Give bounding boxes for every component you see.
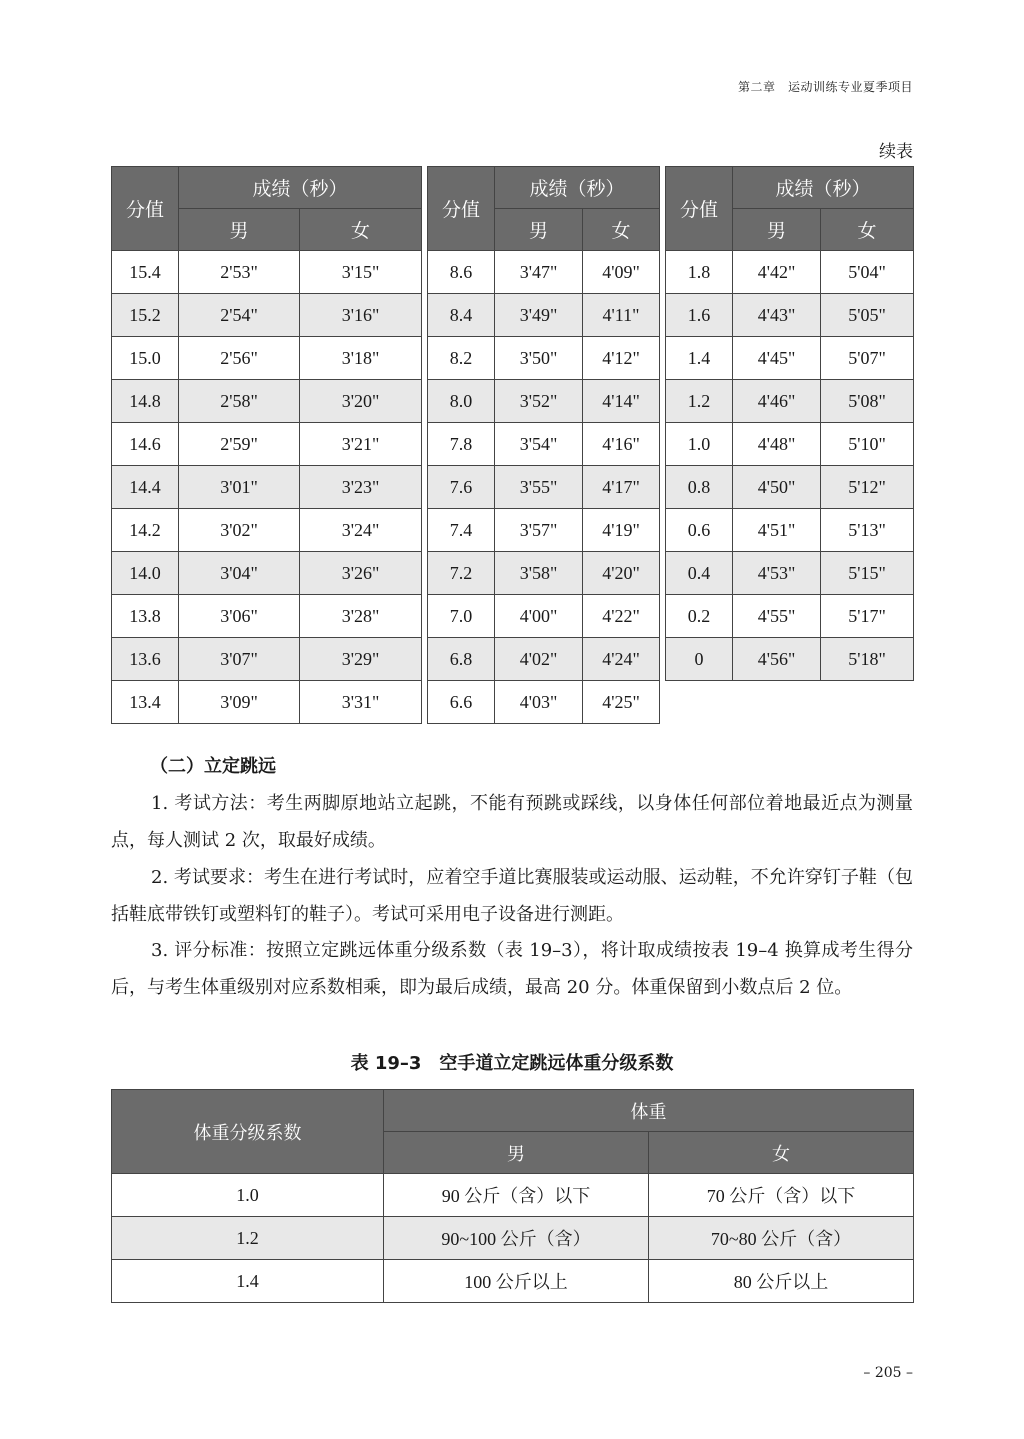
score-header: 分值: [112, 167, 179, 251]
female-time-cell: 5'05": [821, 294, 914, 337]
table-row: [112, 423, 422, 466]
table-row: [112, 337, 422, 380]
female-header: 女: [649, 1132, 914, 1174]
score-cell: 1.6: [666, 294, 733, 337]
score-cell: 7.8: [428, 423, 495, 466]
score-cell: 13.6: [112, 638, 179, 681]
female-header: 女: [583, 209, 660, 251]
score-cell: 7.6: [428, 466, 495, 509]
male-time-cell: 4'45": [733, 337, 821, 380]
table-row: [666, 638, 914, 681]
female-time-cell: 4'12": [583, 337, 660, 380]
female-time-cell: 4'17": [583, 466, 660, 509]
male-header: 男: [733, 209, 821, 251]
table-row: [112, 294, 422, 337]
score-cell: 7.2: [428, 552, 495, 595]
score-cell: 1.8: [666, 251, 733, 294]
table-row: [428, 552, 660, 595]
male-time-cell: 4'48": [733, 423, 821, 466]
coefficient-cell: 1.4: [112, 1260, 384, 1303]
male-time-cell: 4'53": [733, 552, 821, 595]
female-time-cell: 3'16": [300, 294, 422, 337]
female-time-cell: 4'22": [583, 595, 660, 638]
female-time-cell: 4'19": [583, 509, 660, 552]
table-row: [666, 509, 914, 552]
score-cell: 8.0: [428, 380, 495, 423]
male-time-cell: 3'57": [495, 509, 583, 552]
female-time-cell: 5'18": [821, 638, 914, 681]
male-time-cell: 3'50": [495, 337, 583, 380]
table-row: [666, 466, 914, 509]
table-row: [666, 552, 914, 595]
female-time-cell: 3'20": [300, 380, 422, 423]
male-time-cell: 3'04": [179, 552, 300, 595]
score-cell: 0.4: [666, 552, 733, 595]
score-cell: 6.6: [428, 681, 495, 724]
score-cell: 0: [666, 638, 733, 681]
male-time-cell: 4'56": [733, 638, 821, 681]
male-time-cell: 4'43": [733, 294, 821, 337]
female-time-cell: 4'24": [583, 638, 660, 681]
female-time-cell: 4'16": [583, 423, 660, 466]
male-weight-cell: 100 公斤以上: [384, 1260, 649, 1303]
table-row: [112, 1174, 914, 1217]
female-time-cell: 3'23": [300, 466, 422, 509]
score-cell: 15.4: [112, 251, 179, 294]
male-header: 男: [384, 1132, 649, 1174]
male-header: 男: [179, 209, 300, 251]
female-header: 女: [300, 209, 422, 251]
female-time-cell: 4'14": [583, 380, 660, 423]
female-weight-cell: 80 公斤以上: [649, 1260, 914, 1303]
score-cell: 13.8: [112, 595, 179, 638]
score-cell: 14.0: [112, 552, 179, 595]
score-table-1: [111, 166, 422, 724]
score-cell: 8.6: [428, 251, 495, 294]
weight-header: 体重: [384, 1090, 914, 1132]
page-number: – 205 –: [863, 1365, 913, 1381]
table-row: [112, 509, 422, 552]
female-time-cell: 4'20": [583, 552, 660, 595]
female-time-cell: 4'09": [583, 251, 660, 294]
male-time-cell: 3'54": [495, 423, 583, 466]
score-cell: 15.0: [112, 337, 179, 380]
female-time-cell: 3'26": [300, 552, 422, 595]
male-time-cell: 2'54": [179, 294, 300, 337]
male-time-cell: 2'56": [179, 337, 300, 380]
continued-label: 续表: [879, 142, 913, 162]
male-time-cell: 3'02": [179, 509, 300, 552]
score-cell: 8.2: [428, 337, 495, 380]
section-title: （二）立定跳远: [150, 756, 276, 777]
male-time-cell: 2'53": [179, 251, 300, 294]
result-header: 成绩（秒）: [733, 167, 914, 209]
table-row: [112, 638, 422, 681]
male-time-cell: 3'06": [179, 595, 300, 638]
table-row: [112, 552, 422, 595]
female-weight-cell: 70 公斤（含）以下: [649, 1174, 914, 1217]
table-row: [112, 1217, 914, 1260]
result-header: 成绩（秒）: [495, 167, 660, 209]
score-table-3: [665, 166, 914, 681]
score-cell: 14.6: [112, 423, 179, 466]
female-time-cell: 3'21": [300, 423, 422, 466]
table-row: [112, 251, 422, 294]
score-cell: 13.4: [112, 681, 179, 724]
paragraph-scoring-standard: 3. 评分标准：按照立定跳远体重分级系数（表 19–3），将计取成绩按表 19–4 换算成考生得分后，与考生体重级别对应系数相乘，即为最后成绩，最高 20 分。体重保留到小数点后 2 位。: [111, 940, 913, 998]
female-time-cell: 3'18": [300, 337, 422, 380]
male-time-cell: 4'46": [733, 380, 821, 423]
table-row: [666, 251, 914, 294]
running-head: 第二章 运动训练专业夏季项目: [737, 80, 913, 94]
male-time-cell: 4'02": [495, 638, 583, 681]
table-row: [428, 423, 660, 466]
male-time-cell: 4'42": [733, 251, 821, 294]
male-weight-cell: 90 公斤（含）以下: [384, 1174, 649, 1217]
female-time-cell: 5'13": [821, 509, 914, 552]
score-cell: 14.2: [112, 509, 179, 552]
female-time-cell: 5'17": [821, 595, 914, 638]
score-cell: 7.4: [428, 509, 495, 552]
table-row: [112, 466, 422, 509]
table-row: [428, 595, 660, 638]
male-time-cell: 3'09": [179, 681, 300, 724]
table-row: [666, 380, 914, 423]
male-time-cell: 2'58": [179, 380, 300, 423]
female-time-cell: 5'07": [821, 337, 914, 380]
score-cell: 14.4: [112, 466, 179, 509]
female-time-cell: 3'24": [300, 509, 422, 552]
score-cell: 14.8: [112, 380, 179, 423]
table-row: [666, 423, 914, 466]
score-cell: 0.8: [666, 466, 733, 509]
table-row: [428, 380, 660, 423]
female-time-cell: 4'25": [583, 681, 660, 724]
female-time-cell: 5'04": [821, 251, 914, 294]
coefficient-cell: 1.0: [112, 1174, 384, 1217]
male-time-cell: 3'47": [495, 251, 583, 294]
male-time-cell: 3'49": [495, 294, 583, 337]
table-row: [112, 681, 422, 724]
female-time-cell: 3'31": [300, 681, 422, 724]
score-header: 分值: [428, 167, 495, 251]
male-time-cell: 4'50": [733, 466, 821, 509]
table-row: [428, 337, 660, 380]
male-time-cell: 2'59": [179, 423, 300, 466]
female-time-cell: 5'10": [821, 423, 914, 466]
female-header: 女: [821, 209, 914, 251]
table-row: [666, 294, 914, 337]
male-time-cell: 3'52": [495, 380, 583, 423]
table-row: [112, 595, 422, 638]
score-table-2: [427, 166, 660, 724]
paragraph-test-requirements: 2. 考试要求：考生在进行考试时，应着空手道比赛服装或运动服、运动鞋，不允许穿钉子鞋（包括鞋底带铁钉或塑料钉的鞋子）。考试可采用电子设备进行测距。: [111, 867, 913, 925]
female-time-cell: 3'29": [300, 638, 422, 681]
paragraph-test-method: 1. 考试方法：考生两脚原地站立起跳，不能有预跳或踩线，以身体任何部位着地最近点为测量点，每人测试 2 次，取最好成绩。: [111, 793, 913, 851]
male-time-cell: 4'00": [495, 595, 583, 638]
table-row: [666, 337, 914, 380]
result-header: 成绩（秒）: [179, 167, 422, 209]
score-cell: 0.2: [666, 595, 733, 638]
score-cell: 1.2: [666, 380, 733, 423]
male-weight-cell: 90~100 公斤（含）: [384, 1217, 649, 1260]
male-time-cell: 4'55": [733, 595, 821, 638]
male-time-cell: 3'01": [179, 466, 300, 509]
table-row: [428, 681, 660, 724]
table-row: [428, 294, 660, 337]
score-header: 分值: [666, 167, 733, 251]
table-caption: 表 19–3 空手道立定跳远体重分级系数: [350, 1053, 674, 1074]
table-row: [112, 1260, 914, 1303]
table-row: [428, 509, 660, 552]
male-time-cell: 3'07": [179, 638, 300, 681]
female-time-cell: 3'15": [300, 251, 422, 294]
female-time-cell: 3'28": [300, 595, 422, 638]
female-time-cell: 5'08": [821, 380, 914, 423]
score-cell: 1.0: [666, 423, 733, 466]
male-time-cell: 4'03": [495, 681, 583, 724]
score-cell: 8.4: [428, 294, 495, 337]
score-cell: 0.6: [666, 509, 733, 552]
table-row: [428, 251, 660, 294]
table-row: [428, 638, 660, 681]
score-cell: 6.8: [428, 638, 495, 681]
score-cell: 7.0: [428, 595, 495, 638]
male-time-cell: 4'51": [733, 509, 821, 552]
male-time-cell: 3'55": [495, 466, 583, 509]
score-cell: 15.2: [112, 294, 179, 337]
weight-coefficient-table: [111, 1089, 914, 1303]
female-weight-cell: 70~80 公斤（含）: [649, 1217, 914, 1260]
female-time-cell: 5'12": [821, 466, 914, 509]
female-time-cell: 5'15": [821, 552, 914, 595]
score-cell: 1.4: [666, 337, 733, 380]
female-time-cell: 4'11": [583, 294, 660, 337]
table-row: [428, 466, 660, 509]
table-row: [666, 595, 914, 638]
male-time-cell: 3'58": [495, 552, 583, 595]
coefficient-cell: 1.2: [112, 1217, 384, 1260]
table-row: [112, 380, 422, 423]
male-header: 男: [495, 209, 583, 251]
coefficient-header: 体重分级系数: [112, 1090, 384, 1174]
